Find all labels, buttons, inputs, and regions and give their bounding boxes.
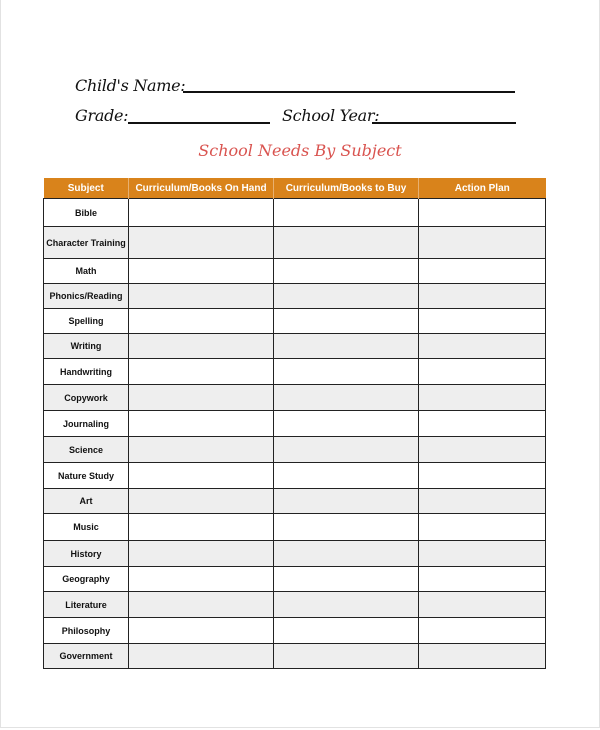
action-plan-cell[interactable]: [419, 359, 546, 385]
subject-cell: Spelling: [44, 309, 129, 334]
table-row: [44, 567, 546, 592]
action-plan-cell[interactable]: [419, 284, 546, 309]
table-row: [44, 411, 546, 437]
to-buy-cell[interactable]: [274, 618, 419, 644]
grade-field[interactable]: [128, 122, 270, 124]
action-plan-cell[interactable]: [419, 334, 546, 359]
action-plan-cell[interactable]: [419, 644, 546, 669]
subject-cell: Geography: [44, 567, 129, 592]
table-row: [44, 618, 546, 644]
school-year-field[interactable]: [372, 122, 516, 124]
subject-cell: Science: [44, 437, 129, 463]
to-buy-cell[interactable]: [274, 309, 419, 334]
to-buy-cell[interactable]: [274, 489, 419, 514]
table-row: [44, 385, 546, 411]
school-year-label: School Year:: [282, 106, 380, 125]
on-hand-cell[interactable]: [129, 489, 274, 514]
subject-cell: Copywork: [44, 385, 129, 411]
on-hand-cell[interactable]: [129, 411, 274, 437]
to-buy-cell[interactable]: [274, 199, 419, 227]
table-row: [44, 514, 546, 541]
action-plan-cell[interactable]: [419, 411, 546, 437]
on-hand-cell[interactable]: [129, 592, 274, 618]
to-buy-cell[interactable]: [274, 411, 419, 437]
to-buy-cell[interactable]: [274, 644, 419, 669]
table-row: [44, 259, 546, 284]
child-name-field[interactable]: [183, 91, 515, 93]
action-plan-cell[interactable]: [419, 227, 546, 259]
action-plan-cell[interactable]: [419, 437, 546, 463]
table-row: [44, 644, 546, 669]
table-row: [44, 284, 546, 309]
to-buy-cell[interactable]: [274, 385, 419, 411]
subject-cell: Nature Study: [44, 463, 129, 489]
table-row: [44, 437, 546, 463]
on-hand-cell[interactable]: [129, 259, 274, 284]
on-hand-cell[interactable]: [129, 199, 274, 227]
action-plan-cell[interactable]: [419, 618, 546, 644]
on-hand-cell[interactable]: [129, 514, 274, 541]
to-buy-cell[interactable]: [274, 463, 419, 489]
column-header: Curriculum/Books to Buy: [274, 178, 419, 199]
action-plan-cell[interactable]: [419, 541, 546, 567]
table-row: [44, 463, 546, 489]
action-plan-cell[interactable]: [419, 514, 546, 541]
to-buy-cell[interactable]: [274, 334, 419, 359]
to-buy-cell[interactable]: [274, 541, 419, 567]
form-title: School Needs By Subject: [198, 141, 402, 160]
on-hand-cell[interactable]: [129, 618, 274, 644]
subject-cell: Character Training: [44, 227, 129, 259]
subject-cell: Philosophy: [44, 618, 129, 644]
on-hand-cell[interactable]: [129, 644, 274, 669]
table-row: [44, 227, 546, 259]
column-header: Curriculum/Books On Hand: [129, 178, 274, 199]
to-buy-cell[interactable]: [274, 284, 419, 309]
subject-cell: Phonics/Reading: [44, 284, 129, 309]
table-row: [44, 359, 546, 385]
on-hand-cell[interactable]: [129, 541, 274, 567]
action-plan-cell[interactable]: [419, 567, 546, 592]
subject-cell: Bible: [44, 199, 129, 227]
grade-label: Grade:: [75, 106, 129, 125]
to-buy-cell[interactable]: [274, 437, 419, 463]
table-row: [44, 199, 546, 227]
subject-needs-table: [43, 178, 546, 669]
on-hand-cell[interactable]: [129, 284, 274, 309]
table-header-row: [44, 178, 546, 199]
subject-cell: Journaling: [44, 411, 129, 437]
subject-cell: Government: [44, 644, 129, 669]
to-buy-cell[interactable]: [274, 259, 419, 284]
to-buy-cell[interactable]: [274, 592, 419, 618]
subject-cell: Writing: [44, 334, 129, 359]
action-plan-cell[interactable]: [419, 259, 546, 284]
table-row: [44, 592, 546, 618]
table-row: [44, 309, 546, 334]
subject-cell: Art: [44, 489, 129, 514]
to-buy-cell[interactable]: [274, 359, 419, 385]
on-hand-cell[interactable]: [129, 385, 274, 411]
column-header: Action Plan: [419, 178, 546, 199]
on-hand-cell[interactable]: [129, 437, 274, 463]
to-buy-cell[interactable]: [274, 567, 419, 592]
subject-cell: Literature: [44, 592, 129, 618]
to-buy-cell[interactable]: [274, 514, 419, 541]
subject-cell: Music: [44, 514, 129, 541]
column-header: Subject: [44, 178, 129, 199]
subject-cell: Math: [44, 259, 129, 284]
action-plan-cell[interactable]: [419, 385, 546, 411]
to-buy-cell[interactable]: [274, 227, 419, 259]
on-hand-cell[interactable]: [129, 227, 274, 259]
on-hand-cell[interactable]: [129, 334, 274, 359]
action-plan-cell[interactable]: [419, 199, 546, 227]
child-name-label: Child's Name:: [75, 76, 186, 95]
action-plan-cell[interactable]: [419, 489, 546, 514]
subject-cell: History: [44, 541, 129, 567]
action-plan-cell[interactable]: [419, 592, 546, 618]
table-row: [44, 541, 546, 567]
action-plan-cell[interactable]: [419, 309, 546, 334]
subject-cell: Handwriting: [44, 359, 129, 385]
on-hand-cell[interactable]: [129, 463, 274, 489]
table-row: [44, 334, 546, 359]
on-hand-cell[interactable]: [129, 567, 274, 592]
on-hand-cell[interactable]: [129, 309, 274, 334]
action-plan-cell[interactable]: [419, 463, 546, 489]
table-row: [44, 489, 546, 514]
on-hand-cell[interactable]: [129, 359, 274, 385]
